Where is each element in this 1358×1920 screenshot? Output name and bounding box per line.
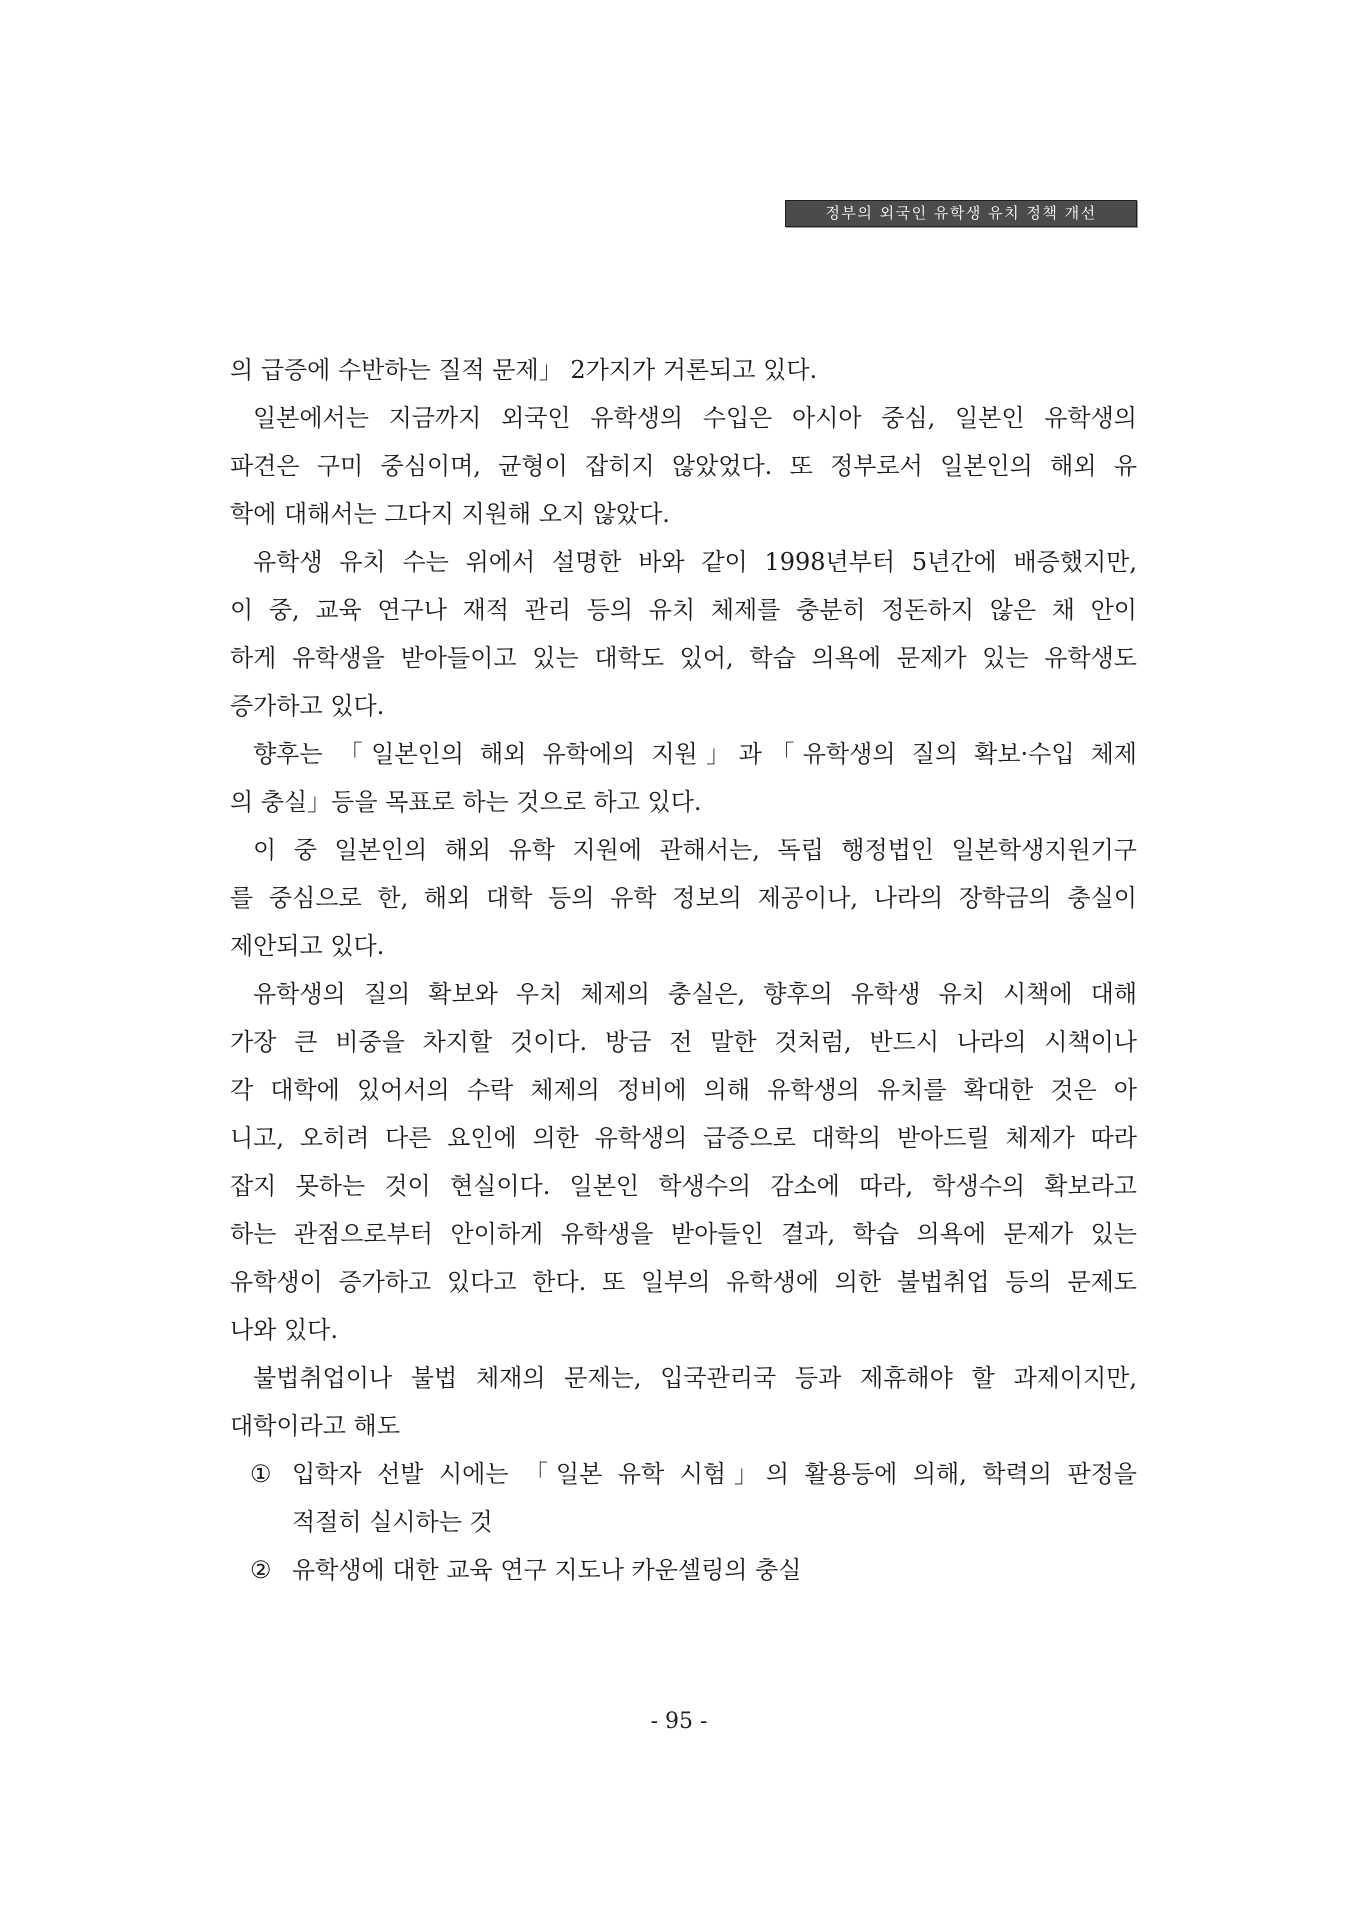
list-item xyxy=(230,1450,1137,1546)
text-line: 나와 있다. xyxy=(230,1316,338,1344)
text-line: 의 급증에 수반하는 질적 문제」 2가지가 거론되고 있다. xyxy=(230,356,818,384)
text-line: 이 중, 교육 연구나 재적 관리 등의 유치 체제를 충분히 정돈하지 않은 채 안이 xyxy=(230,596,1137,624)
list-marker: ① xyxy=(250,1460,272,1488)
text-line: 니고, 오히려 다른 요인에 의한 유학생의 급증으로 대학의 받아드릴 체제가 따라 xyxy=(230,1124,1137,1152)
page-number: - 95 - xyxy=(650,1709,708,1734)
text-line: 향후는 「일본인의 해외 유학에의 지원」과「유학생의 질의 확보·수입 체제 xyxy=(253,740,1137,768)
paragraph xyxy=(230,538,1137,730)
paragraph xyxy=(230,394,1137,538)
text-line: 잡지 못하는 것이 현실이다. 일본인 학생수의 감소에 따라, 학생수의 확보라고 xyxy=(230,1172,1137,1200)
text-line: 일본에서는 지금까지 외국인 유학생의 수입은 아시아 중심, 일본인 유학생의 xyxy=(253,404,1137,432)
text-line: 유학생의 질의 확보와 우치 체제의 충실은, 향후의 유학생 유치 시책에 대해 xyxy=(253,980,1137,1008)
text-line: 하게 유학생을 받아들이고 있는 대학도 있어, 학습 의욕에 문제가 있는 유학생도 xyxy=(230,644,1137,672)
paragraph xyxy=(230,1354,1137,1450)
running-header-title: 정부의 외국인 유학생 유치 정책 개선 xyxy=(785,200,1137,227)
text-line: 입학자 선발 시에는 「일본 유학 시험」의 활용등에 의해, 학력의 판정을 xyxy=(292,1460,1137,1488)
text-line: 유학생 유치 수는 위에서 설명한 바와 같이 1998년부터 5년간에 배증했지만, xyxy=(253,548,1137,576)
paragraph xyxy=(230,346,1137,394)
text-line: 파견은 구미 중심이며, 균형이 잡히지 않았었다. 또 정부로서 일본인의 해외 유 xyxy=(230,452,1137,480)
text-line: 를 중심으로 한, 해외 대학 등의 유학 정보의 제공이나, 나라의 장학금의 충실이 xyxy=(230,884,1137,912)
text-line: 학에 대해서는 그다지 지원해 오지 않았다. xyxy=(230,500,670,528)
paragraph xyxy=(230,730,1137,826)
text-line: 가장 큰 비중을 차지할 것이다. 방금 전 말한 것처럼, 반드시 나라의 시책이나 xyxy=(230,1028,1137,1056)
text-line: 각 대학에 있어서의 수락 체제의 정비에 의해 유학생의 유치를 확대한 것은 아 xyxy=(230,1076,1137,1104)
text-line: 유학생에 대한 교육 연구 지도나 카운셀링의 충실 xyxy=(292,1556,802,1584)
text-line: 하는 관점으로부터 안이하게 유학생을 받아들인 결과, 학습 의욕에 문제가 있는 xyxy=(230,1220,1137,1248)
list-marker: ② xyxy=(250,1556,272,1584)
text-line: 제안되고 있다. xyxy=(230,932,385,960)
text-line: 대학이라고 해도 xyxy=(230,1412,400,1440)
text-line: 적절히 실시하는 것 xyxy=(292,1508,493,1536)
text-line: 이 중 일본인의 해외 유학 지원에 관해서는, 독립 행정법인 일본학생지원기구 xyxy=(253,836,1137,864)
text-line: 의 충실」등을 목표로 하는 것으로 하고 있다. xyxy=(230,788,702,816)
paragraph xyxy=(230,970,1137,1354)
text-line: 유학생이 증가하고 있다고 한다. 또 일부의 유학생에 의한 불법취업 등의 문제도 xyxy=(230,1268,1137,1296)
list-item xyxy=(230,1546,1137,1594)
paragraph xyxy=(230,826,1137,970)
text-line: 증가하고 있다. xyxy=(230,692,385,720)
text-line: 불법취업이나 불법 체재의 문제는, 입국관리국 등과 제휴해야 할 과제이지만, xyxy=(253,1364,1137,1392)
body-text xyxy=(230,346,1137,1594)
